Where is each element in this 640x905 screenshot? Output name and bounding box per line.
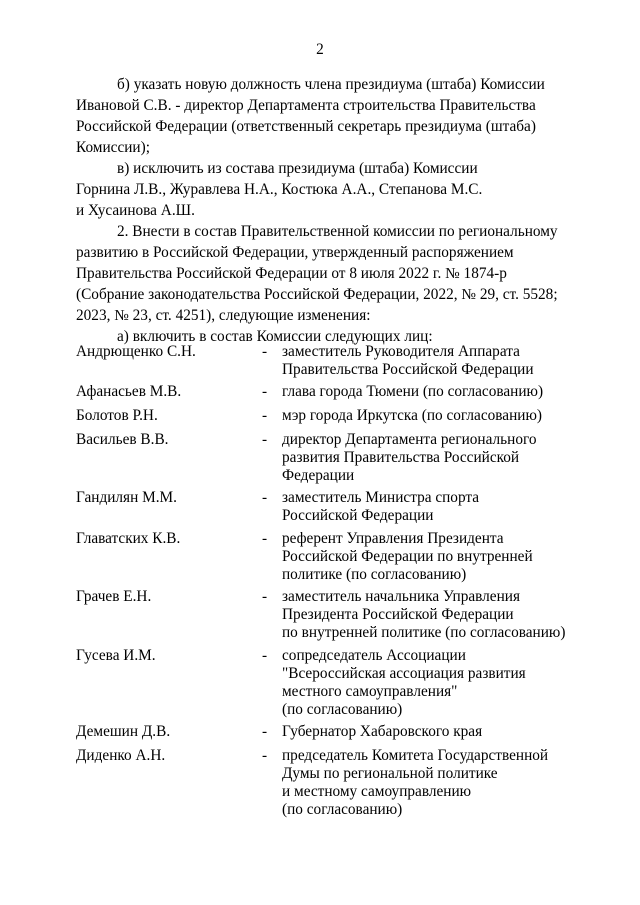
- member-name: Грачев Е.Н.: [76, 588, 152, 605]
- member-dash: -: [262, 588, 268, 605]
- member-dash: -: [262, 747, 268, 764]
- member-desc-line: председатель Комитета Государственной: [282, 747, 549, 764]
- member-desc-line: Президента Российской Федерации: [282, 606, 514, 623]
- paragraph-a: а) включить в состав Комиссии следующих лиц:: [117, 328, 433, 345]
- member-name: Гусева И.М.: [76, 647, 156, 664]
- member-desc-line: заместитель Министра спорта: [282, 489, 480, 506]
- item2-line-2: развитию в Российской Федерации, утвержденный распоряжением: [76, 244, 514, 261]
- member-desc-line: референт Управления Президента: [282, 530, 504, 547]
- member-desc-line: заместитель начальника Управления: [282, 588, 520, 605]
- member-name: Васильев В.В.: [76, 431, 169, 448]
- member-name: Гандилян М.М.: [76, 489, 177, 506]
- page-number: 2: [316, 41, 324, 58]
- paragraph-b-line-1: б) указать новую должность члена президиума (штаба) Комиссии: [117, 76, 545, 93]
- item2-line-5: 2023, № 23, ст. 4251), следующие изменения:: [76, 307, 371, 324]
- member-desc-line: сопредседатель Ассоциации: [282, 647, 466, 664]
- item2-line-3: Правительства Российской Федерации от 8 июля 2022 г. № 1874-р: [76, 265, 507, 282]
- member-desc-line: Федерации: [282, 467, 355, 484]
- member-desc-line: политике (по согласованию): [282, 566, 467, 583]
- member-desc-line: местного самоуправления": [282, 683, 458, 700]
- member-name: Главатских К.В.: [76, 530, 181, 547]
- member-name: Андрющенко С.Н.: [76, 343, 196, 360]
- member-desc-line: по внутренней политике (по согласованию): [282, 624, 566, 641]
- member-desc-line: заместитель Руководителя Аппарата: [282, 343, 520, 360]
- member-dash: -: [262, 489, 268, 506]
- member-desc-line: Российской Федерации по внутренней: [282, 548, 533, 565]
- paragraph-b-line-3: Российской Федерации (ответственный секретарь президиума (штаба): [76, 118, 536, 135]
- member-name: Афанасьев М.В.: [76, 383, 182, 400]
- paragraph-b-line-4: Комиссии);: [76, 139, 150, 156]
- member-desc-line: "Всероссийская ассоциация развития: [282, 665, 526, 682]
- member-desc-line: Правительства Российской Федерации: [282, 361, 534, 378]
- member-dash: -: [262, 431, 268, 448]
- paragraph-v-line-2: Горнина Л.В., Журавлева Н.А., Костюка А.А., Степанова М.С.: [76, 181, 483, 198]
- member-dash: -: [262, 530, 268, 547]
- member-dash: -: [262, 383, 268, 400]
- member-desc-line: Губернатор Хабаровского края: [282, 723, 483, 740]
- member-desc-line: и местному самоуправлению: [282, 783, 472, 800]
- member-dash: -: [262, 723, 268, 740]
- item2-line-1: 2. Внести в состав Правительственной комиссии по региональному: [117, 223, 558, 240]
- member-desc-line: директор Департамента регионального: [282, 431, 537, 448]
- member-desc-line: Российской Федерации: [282, 507, 434, 524]
- member-name: Диденко А.Н.: [76, 747, 166, 764]
- member-name: Болотов Р.Н.: [76, 407, 158, 424]
- member-desc-line: развития Правительства Российской: [282, 449, 520, 466]
- member-desc-line: глава города Тюмени (по согласованию): [282, 383, 544, 400]
- member-desc-line: Думы по региональной политике: [282, 765, 498, 782]
- member-dash: -: [262, 647, 268, 664]
- item2-line-4: (Собрание законодательства Российской Федерации, 2022, № 29, ст. 5528;: [76, 286, 558, 303]
- member-desc-line: (по согласованию): [282, 801, 403, 818]
- paragraph-v-line-1: в) исключить из состава президиума (штаба) Комиссии: [117, 160, 478, 177]
- paragraph-b-line-2: Ивановой С.В. - директор Департамента строительства Правительства: [76, 97, 536, 114]
- member-desc-line: мэр города Иркутска (по согласованию): [282, 407, 542, 424]
- member-dash: -: [262, 407, 268, 424]
- paragraph-v-line-3: и Хусаинова А.Ш.: [76, 202, 195, 219]
- member-desc-line: (по согласованию): [282, 701, 403, 718]
- member-dash: -: [262, 343, 268, 360]
- member-name: Демешин Д.В.: [76, 723, 171, 740]
